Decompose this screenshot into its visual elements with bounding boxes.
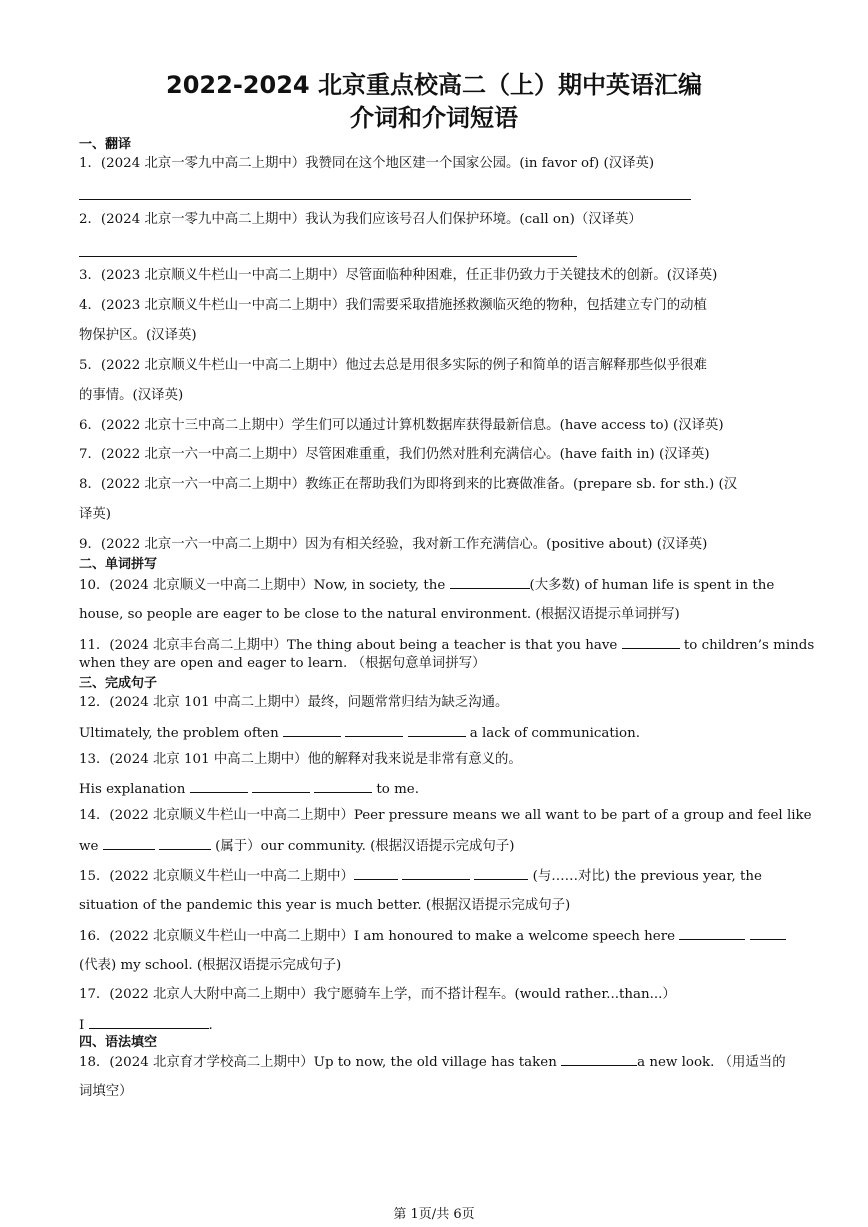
question-12-line-2 — [79, 724, 791, 743]
section-heading-spelling: 二、单词拼写 — [79, 557, 158, 572]
question-13-text-pre: His explanation — [79, 782, 190, 797]
question-2: 2．(2024 北京一零九中高二上期中）我认为我们应该号召人们保护环境。(call on)（汉译英） — [79, 212, 642, 227]
question-18-line-1 — [79, 1053, 791, 1072]
section-heading-complete-sentences: 三、完成句子 — [79, 676, 158, 691]
blank-14b[interactable] — [159, 837, 211, 850]
question-8-line-2: 译英) — [79, 507, 112, 522]
question-16-line-2: (代表) my school. (根据汉语提示完成句子) — [79, 958, 342, 973]
question-12-text-post: a lack of communication. — [465, 726, 640, 741]
question-10-line-1 — [79, 576, 791, 595]
blank-15b[interactable] — [402, 867, 470, 880]
question-12-text-pre: Ultimately, the problem often — [79, 726, 283, 741]
blank-12a[interactable] — [283, 724, 341, 737]
question-4-line-2: 物保护区。(汉译英) — [79, 328, 197, 343]
question-17-line-1: 17．(2022 北京人大附中高二上期中）我宁愿骑车上学，而不搭计程车。(would rather...than...） — [79, 987, 676, 1002]
question-13-text-post: to me. — [372, 782, 419, 797]
answer-line-1[interactable] — [79, 199, 691, 200]
blank-13c[interactable] — [314, 780, 372, 793]
section-heading-translation: 一、翻译 — [79, 137, 132, 152]
blank-15c[interactable] — [474, 867, 528, 880]
section-heading-grammar-fill: 四、语法填空 — [79, 1035, 158, 1050]
blank-14a[interactable] — [103, 837, 155, 850]
question-17-line-2 — [79, 1016, 791, 1035]
blank-15a[interactable] — [354, 867, 398, 880]
blank-12b[interactable] — [345, 724, 403, 737]
blank-18[interactable] — [561, 1053, 637, 1066]
question-18-text-pre: 18．(2024 北京育才学校高二上期中）Up to now, the old village has taken — [79, 1055, 562, 1070]
question-13-line-2 — [79, 780, 791, 799]
question-15-line-1 — [79, 867, 791, 886]
question-17-text-post: . — [208, 1018, 213, 1033]
blank-11[interactable] — [622, 636, 680, 649]
page-number: 第 1页/共 6页 — [393, 1207, 475, 1222]
question-3: 3．(2023 北京顺义牛栏山一中高二上期中）尽管面临种种困难，任正非仍致力于关键技术的创新。(汉译英) — [79, 268, 718, 283]
question-11-text-pre: 11．(2024 北京丰台高二上期中）The thing about being a teacher is that you have — [79, 638, 622, 653]
blank-17[interactable] — [89, 1016, 209, 1029]
question-14-line-2 — [79, 837, 791, 856]
question-9: 9．(2022 北京一六一中高二上期中）因为有相关经验，我对新工作充满信心。(positive about) (汉译英) — [79, 537, 708, 552]
question-11-text-post: to children’s minds — [679, 638, 815, 653]
question-10-text-post: (大多数) of human life is spent in the — [529, 578, 775, 593]
blank-16b[interactable] — [750, 927, 786, 940]
question-8-line-1: 8．(2022 北京一六一中高二上期中）教练正在帮助我们为即将到来的比赛做准备。(prepare sb. for sth.) (汉 — [79, 477, 738, 492]
question-5-line-2: 的事情。(汉译英) — [79, 388, 184, 403]
question-15-line-2: situation of the pandemic this year is much better. (根据汉语提示完成句子) — [79, 898, 571, 913]
blank-16a[interactable] — [679, 927, 745, 940]
blank-10[interactable] — [450, 576, 530, 589]
question-13-line-1: 13．(2024 北京 101 中高二上期中）他的解释对我来说是非常有意义的。 — [79, 752, 522, 767]
question-15-text-pre: 15．(2022 北京顺义牛栏山一中高二上期中） — [79, 869, 354, 884]
blank-13a[interactable] — [190, 780, 248, 793]
question-5-line-1: 5．(2022 北京顺义牛栏山一中高二上期中）他过去总是用很多实际的例子和简单的语言解释那些似乎很难 — [79, 358, 707, 373]
question-1: 1．(2024 北京一零九中高二上期中）我赞同在这个地区建一个国家公园。(in favor of) (汉译英) — [79, 156, 655, 171]
question-10-line-2: house, so people are eager to be close to the natural environment. (根据汉语提示单词拼写) — [79, 607, 680, 622]
question-10-text-pre: 10．(2024 北京顺义一中高二上期中）Now, in society, the — [79, 578, 450, 593]
question-18-line-2: 词填空） — [79, 1084, 133, 1099]
question-16-line-1 — [79, 927, 791, 946]
page-title: 2022-2024 北京重点校高二（上）期中英语汇编 — [166, 71, 702, 99]
question-18-text-post: a new look. （用适当的 — [637, 1055, 786, 1070]
question-17-text-pre: I — [79, 1018, 89, 1033]
question-7: 7．(2022 北京一六一中高二上期中）尽管困难重重，我们仍然对胜利充满信心。(have faith in) (汉译英) — [79, 447, 710, 462]
question-11-line-1 — [79, 636, 815, 655]
question-6: 6．(2022 北京十三中高二上期中）学生们可以通过计算机数据库获得最新信息。(have access to) (汉译英) — [79, 418, 724, 433]
question-14-text-pre: we — [79, 839, 103, 854]
page-subtitle: 介词和介词短语 — [350, 104, 518, 132]
question-4-line-1: 4．(2023 北京顺义牛栏山一中高二上期中）我们需要采取措施拯救濒临灭绝的物种，包括建立专门的动植 — [79, 298, 707, 313]
answer-line-2[interactable] — [79, 256, 577, 257]
question-11-line-2: when they are open and eager to learn. （根据句意单词拼写） — [79, 656, 486, 671]
question-14-text-post: (属于）our community. (根据汉语提示完成句子) — [210, 839, 515, 854]
question-15-text-post: (与……对比) the previous year, the — [528, 869, 762, 884]
question-12-line-1: 12．(2024 北京 101 中高二上期中）最终，问题常常归结为缺乏沟通。 — [79, 695, 509, 710]
question-16-text-pre: 16．(2022 北京顺义牛栏山一中高二上期中）I am honoured to make a welcome speech here — [79, 929, 680, 944]
blank-13b[interactable] — [252, 780, 310, 793]
blank-12c[interactable] — [408, 724, 466, 737]
question-14-line-1: 14．(2022 北京顺义牛栏山一中高二上期中）Peer pressure means we all want to be part of a group and feel like — [79, 808, 812, 823]
